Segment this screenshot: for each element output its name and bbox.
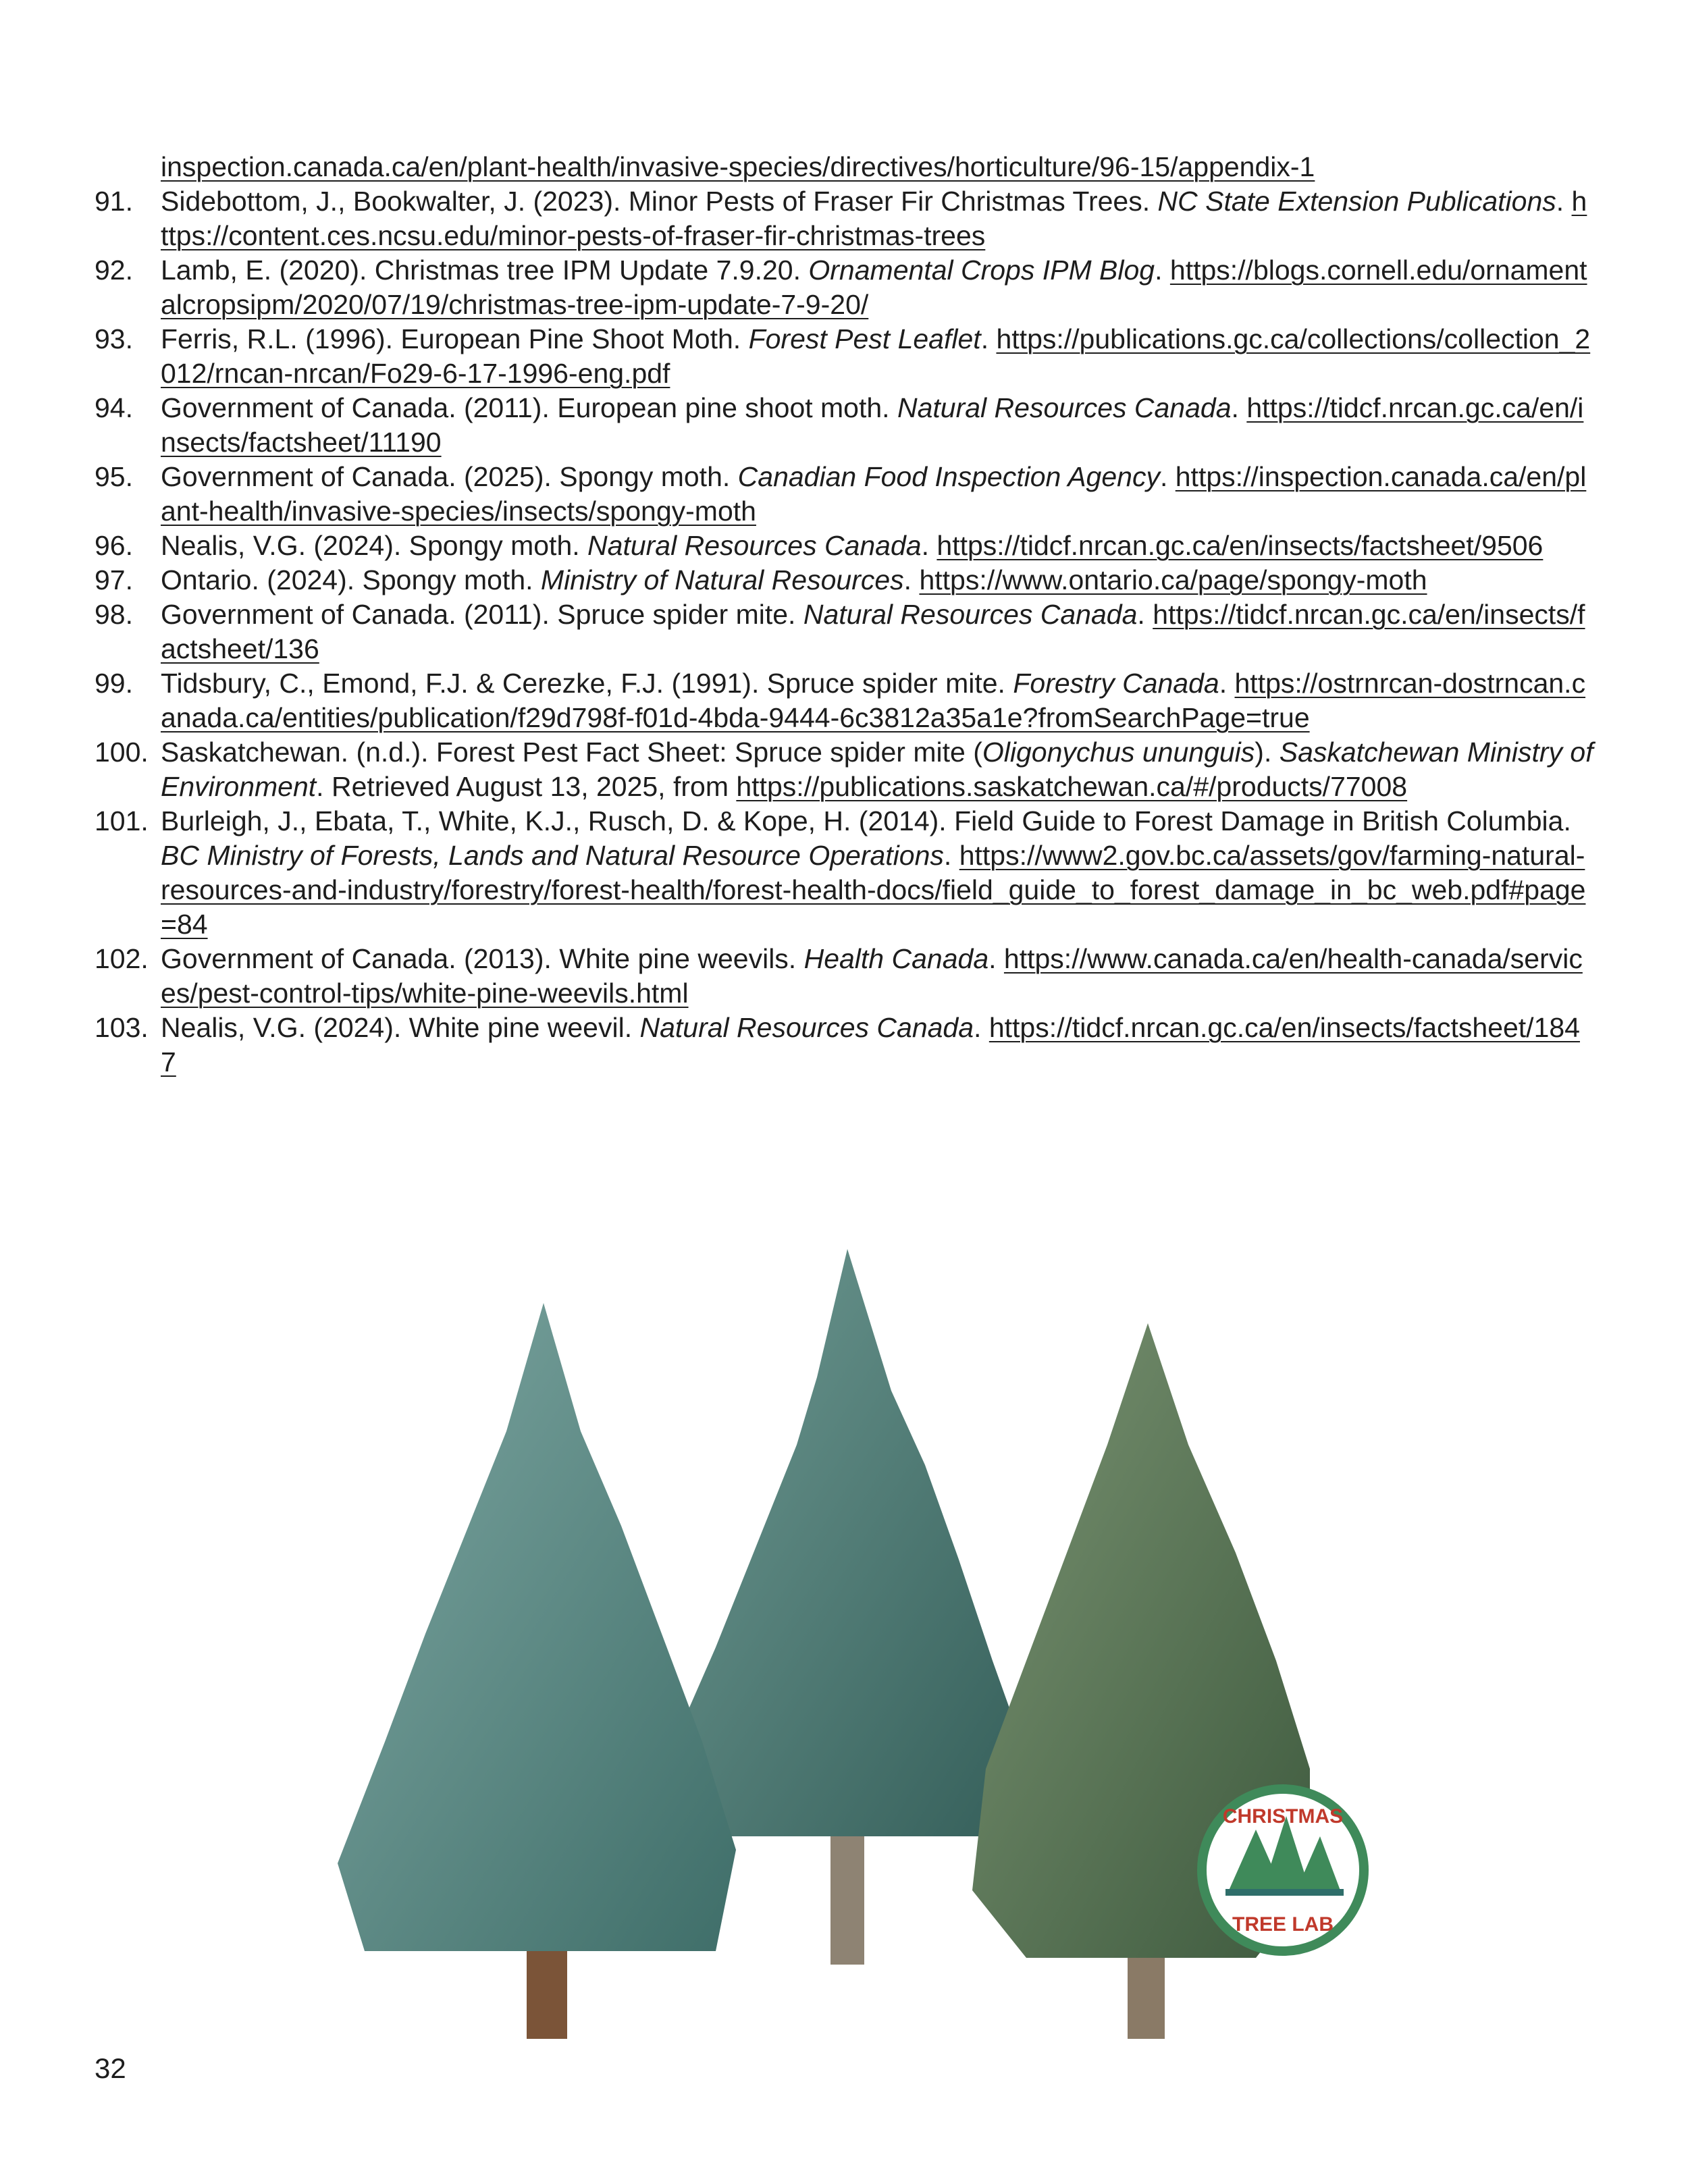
reference-item xyxy=(95,563,1593,597)
reference-text: Lamb, E. (2020). Christmas tree IPM Update 7.9.20. Ornamental Crops IPM Blog. https://blogs.cornell.edu/ornamentalcropsipm/2020/07/19/christmas-tree-ipm-update-7-9-20/ xyxy=(161,255,1587,320)
reference-item xyxy=(95,666,1593,735)
reference-item xyxy=(95,1011,1593,1080)
christmas-trees-illustration xyxy=(311,1242,1458,2052)
reference-link[interactable]: https://inspection.canada.ca/en/plant-health/invasive-species/insects/spongy-moth xyxy=(161,461,1587,527)
svg-text:TREE LAB: TREE LAB xyxy=(1232,1913,1334,1936)
reference-link[interactable]: https://tidcf.nrcan.gc.ca/en/insects/factsheet/9506 xyxy=(937,530,1544,561)
reference-link[interactable]: https://www.ontario.ca/page/spongy-moth xyxy=(919,564,1427,595)
page-number: 32 xyxy=(95,2052,126,2084)
reference-text: Government of Canada. (2011). Spruce spider mite. Natural Resources Canada. https://tidcf.nrcan.gc.ca/en/insects/factsheet/136 xyxy=(161,599,1585,664)
reference-item xyxy=(95,253,1593,322)
christmas-tree-lab-logo xyxy=(1202,1789,1364,1951)
reference-item xyxy=(95,597,1593,666)
reference-link[interactable]: https://www.canada.ca/en/health-canada/services/pest-control-tips/white-pine-weevils.html xyxy=(161,943,1583,1009)
reference-item xyxy=(95,529,1593,563)
reference-text: Saskatchewan. (n.d.). Forest Pest Fact Sheet: Spruce spider mite (Oligonychus ununguis). Saskatchewan Ministry of Environment. Retrieved August 13, 2025, from https://publications.saskatchewan.ca/#/products/77008 xyxy=(161,737,1593,802)
left-tree xyxy=(338,1303,736,2039)
reference-number: 96. xyxy=(95,530,133,561)
reference-number: 101. xyxy=(95,805,149,836)
reference-text: Government of Canada. (2013). White pine weevils. Health Canada. https://www.canada.ca/en/health-canada/services/pest-control-tips/white-pine-weevils.html xyxy=(161,943,1583,1009)
reference-number: 92. xyxy=(95,255,133,286)
reference-link[interactable]: https://tidcf.nrcan.gc.ca/en/insects/factsheet/136 xyxy=(161,599,1585,664)
reference-list xyxy=(95,150,1593,1080)
reference-text: Nealis, V.G. (2024). White pine weevil. Natural Resources Canada. https://tidcf.nrcan.gc.ca/en/insects/factsheet/1847 xyxy=(161,1012,1580,1077)
reference-item xyxy=(95,184,1593,253)
reference-number: 100. xyxy=(95,737,149,768)
reference-text: Nealis, V.G. (2024). Spongy moth. Natural Resources Canada. https://tidcf.nrcan.gc.ca/en/insects/factsheet/9506 xyxy=(161,530,1544,561)
reference-item xyxy=(95,735,1593,804)
reference-item xyxy=(95,460,1593,529)
reference-number: 93. xyxy=(95,323,133,354)
reference-link[interactable]: inspection.canada.ca/en/plant-health/invasive-species/directives/horticulture/96-15/appendix-1 xyxy=(161,151,1315,182)
reference-link[interactable]: https://www2.gov.bc.ca/assets/gov/farming-natural-resources-and-industry/forestry/forest-health/forest-health-docs/field_guide_to_forest_damage_in_bc_web.pdf#page=84 xyxy=(161,840,1586,940)
reference-text: Ontario. (2024). Spongy moth. Ministry of Natural Resources. https://www.ontario.ca/page/spongy-moth xyxy=(161,564,1427,595)
reference-number: 98. xyxy=(95,599,133,630)
reference-continuation xyxy=(95,150,1593,184)
reference-number: 91. xyxy=(95,186,133,217)
reference-text: Tidsbury, C., Emond, F.J. & Cerezke, F.J. (1991). Spruce spider mite. Forestry Canada. https://ostrnrcan-dostrncan.canada.ca/entities/publication/f29d798f-f01d-4bda-9444-6c3812a35a1e?fromSearchPage=true xyxy=(161,668,1586,733)
reference-number: 99. xyxy=(95,668,133,699)
svg-text:CHRISTMAS: CHRISTMAS xyxy=(1222,1805,1344,1828)
reference-number: 97. xyxy=(95,564,133,595)
reference-number: 94. xyxy=(95,392,133,423)
reference-link[interactable]: https://tidcf.nrcan.gc.ca/en/insects/factsheet/1847 xyxy=(161,1012,1580,1077)
reference-link[interactable]: https://tidcf.nrcan.gc.ca/en/insects/factsheet/11190 xyxy=(161,392,1584,458)
reference-text: Government of Canada. (2025). Spongy moth. Canadian Food Inspection Agency. https://inspection.canada.ca/en/plant-health/invasive-species/insects/spongy-moth xyxy=(161,461,1587,527)
reference-item xyxy=(95,804,1593,942)
reference-number: 95. xyxy=(95,461,133,492)
reference-link[interactable]: https://publications.saskatchewan.ca/#/products/77008 xyxy=(736,771,1408,802)
reference-text: Ferris, R.L. (1996). European Pine Shoot Moth. Forest Pest Leaflet. https://publications.gc.ca/collections/collection_2012/rncan-nrcan/Fo29-6-17-1996-eng.pdf xyxy=(161,323,1591,389)
reference-item xyxy=(95,322,1593,391)
reference-number: 102. xyxy=(95,943,149,974)
reference-link[interactable]: https://ostrnrcan-dostrncan.canada.ca/entities/publication/f29d798f-f01d-4bda-9444-6c3812a35a1e?fromSearchPage=true xyxy=(161,668,1586,733)
reference-item xyxy=(95,942,1593,1011)
reference-link[interactable]: https://publications.gc.ca/collections/collection_2012/rncan-nrcan/Fo29-6-17-1996-eng.pdf xyxy=(161,323,1591,389)
reference-text: Burleigh, J., Ebata, T., White, K.J., Rusch, D. & Kope, H. (2014). Field Guide to Forest Damage in British Columbia. BC Ministry of Forests, Lands and Natural Resource Operations. https://www2.gov.bc.ca/assets/gov/farming-natural-resources-and-industry/forestry/forest-health/forest-health-docs/field_guide_to_forest_damage_in_bc_web.pdf#page=84 xyxy=(161,805,1586,940)
reference-item xyxy=(95,391,1593,460)
reference-text: Sidebottom, J., Bookwalter, J. (2023). Minor Pests of Fraser Fir Christmas Trees. NC State Extension Publications. https://content.ces.ncsu.edu/minor-pests-of-fraser-fir-christmas-trees xyxy=(161,186,1587,251)
reference-link[interactable]: https://content.ces.ncsu.edu/minor-pests-of-fraser-fir-christmas-trees xyxy=(161,186,1587,251)
reference-number: 103. xyxy=(95,1012,149,1043)
reference-link[interactable]: https://blogs.cornell.edu/ornamentalcropsipm/2020/07/19/christmas-tree-ipm-update-7-9-20/ xyxy=(161,255,1587,320)
reference-text: Government of Canada. (2011). European pine shoot moth. Natural Resources Canada. https://tidcf.nrcan.gc.ca/en/insects/factsheet/11190 xyxy=(161,392,1584,458)
